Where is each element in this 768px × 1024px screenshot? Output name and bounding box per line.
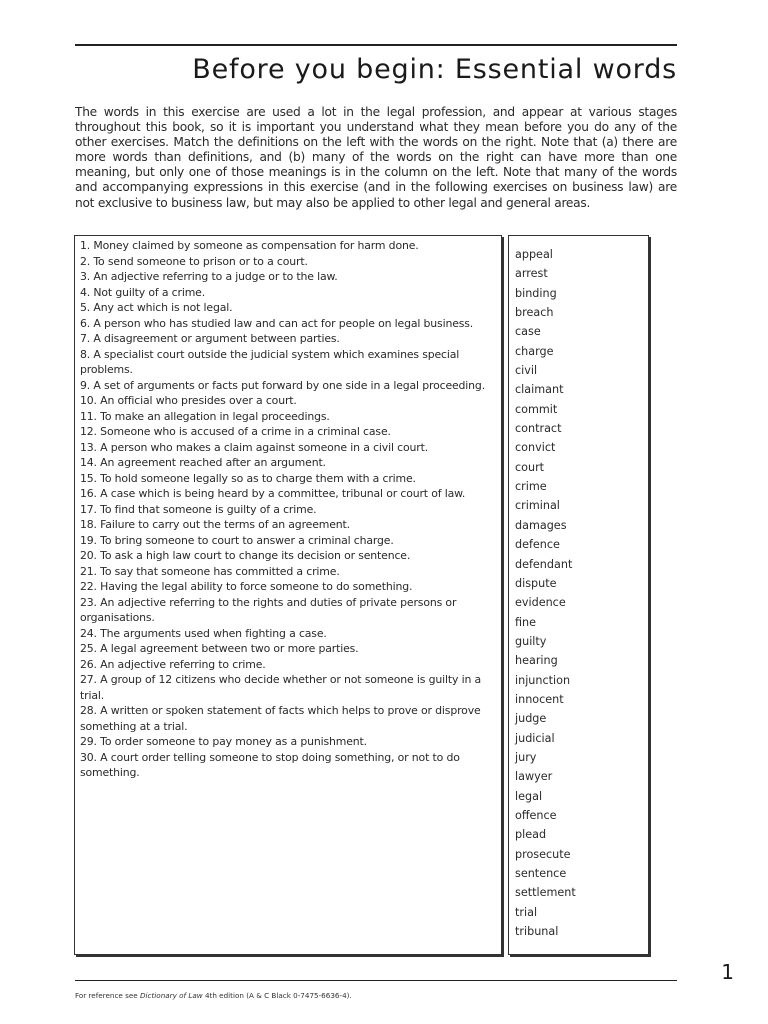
word-item: appeal xyxy=(515,248,553,261)
word-item: hearing xyxy=(515,654,558,668)
definition-item: 26. An adjective referring to crime. xyxy=(80,657,266,671)
definition-item: 10. An official who presides over a court. xyxy=(80,394,297,407)
word-item: jury xyxy=(515,750,537,764)
definition-item: 14. An agreement reached after an argument. xyxy=(80,456,326,469)
word-item: fine xyxy=(515,615,537,629)
word-item: convict xyxy=(515,441,556,455)
intro-paragraph: The words in this exercise are used a lot in the legal profession, and appear at various stages throughout this book, so it is important you understand what they mean before you do any of the other exercises. Match the definitions on the left with the words on the right. Note that (a) there are more words than definitions, and (b) many of the words on the right can have more than one meaning, but only one of those meanings is in the column on the left. Note that many of the words and accompanying expressions in this exercise (and in the following exercises on business law) are not exclusive to business law, but may also be applied to other legal and general areas. xyxy=(75,105,677,210)
word-item: judge xyxy=(515,712,547,726)
definition-item: 22. Having the legal ability to force someone to do something. xyxy=(80,580,413,593)
word-item: dispute xyxy=(515,576,557,590)
definition-item: 20. To ask a high law court to change its decision or sentence. xyxy=(80,549,411,562)
definition-item: 19. To bring someone to court to answer a criminal charge. xyxy=(80,533,394,547)
word-item: settlement xyxy=(515,886,576,900)
definition-item: 15. To hold someone legally so as to charge them with a crime. xyxy=(80,471,416,485)
word-item: court xyxy=(515,460,545,474)
word-item: crime xyxy=(515,480,547,494)
definition-item: 9. A set of arguments or facts put forward by one side in a legal proceeding. xyxy=(80,378,486,392)
definition-item: 1. Money claimed by someone as compensation for harm done. xyxy=(80,239,419,252)
bottom-rule xyxy=(75,980,677,981)
definition-item: 3. An adjective referring to a judge or to the law. xyxy=(80,270,338,283)
definition-item: 18. Failure to carry out the terms of an agreement. xyxy=(80,518,350,531)
word-item: judicial xyxy=(515,731,555,745)
word-item: lawyer xyxy=(515,770,553,784)
definition-item: 2. To send someone to prison or to a court. xyxy=(80,254,308,268)
word-item: trial xyxy=(515,905,538,919)
page-number: 1 xyxy=(721,960,734,984)
definition-item: 11. To make an allegation in legal proceedings. xyxy=(80,409,330,423)
word-item: legal xyxy=(515,789,543,803)
definition-item: 27. A group of 12 citizens who decide whether or not someone is guilty in a trial. xyxy=(80,673,482,702)
word-item: arrest xyxy=(515,267,548,281)
definition-item: 28. A written or spoken statement of facts which helps to prove or disprove something at a trial. xyxy=(80,704,481,733)
word-item: claimant xyxy=(515,383,564,397)
definition-item: 24. The arguments used when fighting a case. xyxy=(80,626,327,640)
word-item: offence xyxy=(515,808,557,822)
definition-item: 8. A specialist court outside the judicial system which examines special problems. xyxy=(80,347,460,376)
footer-suffix: 4th edition (A & C Black 0-7475-6636-4). xyxy=(202,991,352,1000)
definition-item: 12. Someone who is accused of a crime in a criminal case. xyxy=(80,425,391,438)
definition-item: 6. A person who has studied law and can act for people on legal business. xyxy=(80,316,474,330)
word-item: sentence xyxy=(515,867,567,880)
word-item: contract xyxy=(515,422,562,436)
word-item: prosecute xyxy=(515,847,571,861)
word-item: defence xyxy=(515,538,560,552)
definition-item: 25. A legal agreement between two or more parties. xyxy=(80,642,359,655)
words-list xyxy=(509,236,648,941)
word-item: civil xyxy=(515,364,538,378)
word-item: defendant xyxy=(515,557,573,571)
definition-item: 17. To find that someone is guilty of a crime. xyxy=(80,502,317,516)
word-item: binding xyxy=(515,286,557,300)
word-item: plead xyxy=(515,828,547,842)
words-box xyxy=(508,235,649,955)
definition-item: 7. A disagreement or argument between parties. xyxy=(80,332,340,345)
definition-item: 21. To say that someone has committed a crime. xyxy=(80,564,340,578)
footer-prefix: For reference see xyxy=(75,991,140,1000)
definition-item: 30. A court order telling someone to stop doing something, or not to do something. xyxy=(80,750,460,779)
word-item: criminal xyxy=(515,499,560,513)
definition-item: 16. A case which is being heard by a committee, tribunal or court of law. xyxy=(80,487,466,500)
definition-item: 29. To order someone to pay money as a punishment. xyxy=(80,735,367,748)
word-item: guilty xyxy=(515,634,547,648)
word-item: innocent xyxy=(515,692,564,706)
top-rule xyxy=(75,44,677,46)
page-title: Before you begin: Essential words xyxy=(192,54,677,85)
word-item: case xyxy=(515,325,541,339)
definition-item: 5. Any act which is not legal. xyxy=(80,301,233,314)
definitions-box xyxy=(74,235,502,955)
word-item: damages xyxy=(515,518,567,532)
word-item: charge xyxy=(515,344,554,358)
word-item: breach xyxy=(515,306,554,320)
word-item: injunction xyxy=(515,673,571,687)
footer-book-title: Dictionary of Law xyxy=(140,991,203,1000)
definition-item: 13. A person who makes a claim against someone in a civil court. xyxy=(80,440,429,454)
definition-item: 4. Not guilty of a crime. xyxy=(80,285,206,299)
word-item: commit xyxy=(515,402,558,416)
definitions-list xyxy=(75,236,501,781)
footer-reference xyxy=(75,991,352,1000)
word-item: evidence xyxy=(515,596,566,610)
definition-item: 23. An adjective referring to the rights and duties of private persons or organisations. xyxy=(80,595,457,624)
word-item: tribunal xyxy=(515,925,559,939)
